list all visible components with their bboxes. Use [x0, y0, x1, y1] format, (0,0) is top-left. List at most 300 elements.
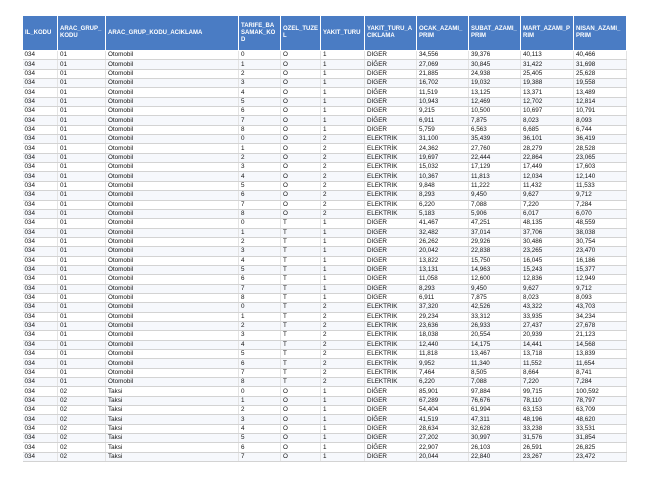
cell-ozel-tuzel[interactable]: O	[281, 135, 321, 144]
cell-ozel-tuzel[interactable]: T	[281, 247, 321, 256]
cell-subat-azami-prim[interactable]: 61,994	[469, 406, 521, 415]
cell-arac-grup-aciklama[interactable]: Otomobil	[106, 350, 239, 359]
cell-il-kodu[interactable]: 034	[23, 79, 58, 88]
cell-yakit-turu-aciklama[interactable]: ELEKTRİK	[365, 312, 417, 321]
cell-ozel-tuzel[interactable]: T	[281, 350, 321, 359]
cell-il-kodu[interactable]: 034	[23, 387, 58, 396]
cell-nisan-azami-prim[interactable]: 11,654	[574, 359, 627, 368]
cell-arac-grup-kodu[interactable]: 02	[58, 434, 106, 443]
header-arac-grup-kodu[interactable]: ARAC_GRUP_KODU	[58, 16, 106, 51]
cell-arac-grup-kodu[interactable]: 01	[58, 60, 106, 69]
cell-ocak-azami-prim[interactable]: 10,943	[417, 97, 469, 106]
cell-yakit-turu-aciklama[interactable]: DİĞER	[365, 228, 417, 237]
cell-subat-azami-prim[interactable]: 22,840	[469, 452, 521, 461]
cell-nisan-azami-prim[interactable]: 12,140	[574, 172, 627, 181]
cell-yakit-turu[interactable]: 2	[321, 153, 365, 162]
header-nisan-azami-prim[interactable]: NISAN_AZAMI_PRIM	[574, 16, 627, 51]
cell-yakit-turu[interactable]: 2	[321, 331, 365, 340]
cell-yakit-turu[interactable]: 2	[321, 144, 365, 153]
cell-ocak-azami-prim[interactable]: 6,220	[417, 200, 469, 209]
cell-arac-grup-aciklama[interactable]: Otomobil	[106, 340, 239, 349]
cell-nisan-azami-prim[interactable]: 63,709	[574, 406, 627, 415]
cell-subat-azami-prim[interactable]: 22,444	[469, 153, 521, 162]
cell-arac-grup-kodu[interactable]: 01	[58, 172, 106, 181]
cell-arac-grup-kodu[interactable]: 01	[58, 125, 106, 134]
cell-nisan-azami-prim[interactable]: 8,093	[574, 293, 627, 302]
cell-mart-azami-prim[interactable]: 19,388	[521, 79, 574, 88]
cell-yakit-turu-aciklama[interactable]: DİĞER	[365, 443, 417, 452]
cell-arac-grup-kodu[interactable]: 02	[58, 443, 106, 452]
cell-ocak-azami-prim[interactable]: 6,220	[417, 378, 469, 387]
cell-mart-azami-prim[interactable]: 8,664	[521, 368, 574, 377]
cell-yakit-turu[interactable]: 1	[321, 424, 365, 433]
cell-yakit-turu-aciklama[interactable]: ELEKTRİK	[365, 200, 417, 209]
header-mart-azami-prim[interactable]: MART_AZAMI_PRIM	[521, 16, 574, 51]
cell-arac-grup-aciklama[interactable]: Otomobil	[106, 135, 239, 144]
cell-mart-azami-prim[interactable]: 16,045	[521, 256, 574, 265]
cell-yakit-turu-aciklama[interactable]: DİĞER	[365, 424, 417, 433]
cell-ocak-azami-prim[interactable]: 11,058	[417, 275, 469, 284]
cell-nisan-azami-prim[interactable]: 31,854	[574, 434, 627, 443]
cell-il-kodu[interactable]: 034	[23, 340, 58, 349]
cell-ocak-azami-prim[interactable]: 8,293	[417, 191, 469, 200]
cell-arac-grup-kodu[interactable]: 01	[58, 265, 106, 274]
cell-ocak-azami-prim[interactable]: 28,634	[417, 424, 469, 433]
cell-tarife-basamak-kod[interactable]: 0	[239, 303, 281, 312]
cell-ozel-tuzel[interactable]: T	[281, 303, 321, 312]
cell-arac-grup-kodu[interactable]: 01	[58, 135, 106, 144]
cell-il-kodu[interactable]: 034	[23, 163, 58, 172]
cell-il-kodu[interactable]: 034	[23, 172, 58, 181]
cell-subat-azami-prim[interactable]: 19,032	[469, 79, 521, 88]
cell-mart-azami-prim[interactable]: 23,265	[521, 247, 574, 256]
cell-il-kodu[interactable]: 034	[23, 181, 58, 190]
cell-arac-grup-aciklama[interactable]: Otomobil	[106, 97, 239, 106]
cell-yakit-turu-aciklama[interactable]: ELEKTRİK	[365, 209, 417, 218]
cell-arac-grup-kodu[interactable]: 01	[58, 303, 106, 312]
cell-mart-azami-prim[interactable]: 12,836	[521, 275, 574, 284]
cell-arac-grup-kodu[interactable]: 01	[58, 312, 106, 321]
cell-tarife-basamak-kod[interactable]: 7	[239, 284, 281, 293]
cell-mart-azami-prim[interactable]: 15,243	[521, 265, 574, 274]
cell-nisan-azami-prim[interactable]: 34,234	[574, 312, 627, 321]
cell-ocak-azami-prim[interactable]: 54,404	[417, 406, 469, 415]
cell-ozel-tuzel[interactable]: O	[281, 144, 321, 153]
cell-ozel-tuzel[interactable]: T	[281, 284, 321, 293]
cell-yakit-turu-aciklama[interactable]: DİĞER	[365, 116, 417, 125]
cell-il-kodu[interactable]: 034	[23, 51, 58, 60]
cell-nisan-azami-prim[interactable]: 27,678	[574, 321, 627, 330]
cell-arac-grup-aciklama[interactable]: Taksi	[106, 452, 239, 461]
cell-tarife-basamak-kod[interactable]: 5	[239, 265, 281, 274]
cell-arac-grup-kodu[interactable]: 01	[58, 144, 106, 153]
cell-subat-azami-prim[interactable]: 29,926	[469, 237, 521, 246]
cell-subat-azami-prim[interactable]: 10,500	[469, 107, 521, 116]
cell-subat-azami-prim[interactable]: 11,222	[469, 181, 521, 190]
cell-mart-azami-prim[interactable]: 36,101	[521, 135, 574, 144]
cell-arac-grup-kodu[interactable]: 01	[58, 79, 106, 88]
cell-arac-grup-aciklama[interactable]: Otomobil	[106, 284, 239, 293]
cell-ozel-tuzel[interactable]: T	[281, 237, 321, 246]
cell-yakit-turu[interactable]: 1	[321, 107, 365, 116]
cell-ocak-azami-prim[interactable]: 32,482	[417, 228, 469, 237]
cell-arac-grup-aciklama[interactable]: Otomobil	[106, 51, 239, 60]
cell-ozel-tuzel[interactable]: O	[281, 163, 321, 172]
cell-il-kodu[interactable]: 034	[23, 424, 58, 433]
cell-subat-azami-prim[interactable]: 22,838	[469, 247, 521, 256]
cell-mart-azami-prim[interactable]: 6,685	[521, 125, 574, 134]
cell-subat-azami-prim[interactable]: 13,125	[469, 88, 521, 97]
cell-yakit-turu-aciklama[interactable]: DİĞER	[365, 406, 417, 415]
cell-nisan-azami-prim[interactable]: 43,703	[574, 303, 627, 312]
cell-mart-azami-prim[interactable]: 33,238	[521, 424, 574, 433]
cell-ozel-tuzel[interactable]: O	[281, 209, 321, 218]
cell-yakit-turu-aciklama[interactable]: DİĞER	[365, 265, 417, 274]
cell-yakit-turu-aciklama[interactable]: ELEKTRİK	[365, 368, 417, 377]
cell-tarife-basamak-kod[interactable]: 0	[239, 135, 281, 144]
cell-subat-azami-prim[interactable]: 26,103	[469, 443, 521, 452]
cell-arac-grup-kodu[interactable]: 01	[58, 256, 106, 265]
cell-ozel-tuzel[interactable]: O	[281, 153, 321, 162]
cell-yakit-turu-aciklama[interactable]: DİĞER	[365, 237, 417, 246]
cell-yakit-turu-aciklama[interactable]: ELEKTRİK	[365, 191, 417, 200]
cell-ozel-tuzel[interactable]: O	[281, 452, 321, 461]
cell-ozel-tuzel[interactable]: O	[281, 387, 321, 396]
cell-tarife-basamak-kod[interactable]: 6	[239, 191, 281, 200]
cell-subat-azami-prim[interactable]: 24,938	[469, 69, 521, 78]
cell-ozel-tuzel[interactable]: T	[281, 312, 321, 321]
cell-yakit-turu[interactable]: 1	[321, 237, 365, 246]
cell-nisan-azami-prim[interactable]: 48,620	[574, 415, 627, 424]
cell-il-kodu[interactable]: 034	[23, 350, 58, 359]
cell-nisan-azami-prim[interactable]: 9,712	[574, 284, 627, 293]
cell-yakit-turu-aciklama[interactable]: DİĞER	[365, 293, 417, 302]
cell-subat-azami-prim[interactable]: 8,505	[469, 368, 521, 377]
cell-ocak-azami-prim[interactable]: 5,183	[417, 209, 469, 218]
cell-il-kodu[interactable]: 034	[23, 144, 58, 153]
cell-tarife-basamak-kod[interactable]: 6	[239, 107, 281, 116]
cell-nisan-azami-prim[interactable]: 28,528	[574, 144, 627, 153]
cell-arac-grup-aciklama[interactable]: Taksi	[106, 396, 239, 405]
cell-arac-grup-kodu[interactable]: 01	[58, 359, 106, 368]
cell-yakit-turu-aciklama[interactable]: DİĞER	[365, 396, 417, 405]
cell-nisan-azami-prim[interactable]: 8,093	[574, 116, 627, 125]
cell-arac-grup-aciklama[interactable]: Otomobil	[106, 163, 239, 172]
cell-yakit-turu-aciklama[interactable]: DİĞER	[365, 60, 417, 69]
cell-ocak-azami-prim[interactable]: 34,556	[417, 51, 469, 60]
cell-nisan-azami-prim[interactable]: 13,839	[574, 350, 627, 359]
cell-arac-grup-aciklama[interactable]: Otomobil	[106, 237, 239, 246]
cell-arac-grup-aciklama[interactable]: Otomobil	[106, 200, 239, 209]
cell-il-kodu[interactable]: 034	[23, 107, 58, 116]
cell-ocak-azami-prim[interactable]: 9,215	[417, 107, 469, 116]
cell-ozel-tuzel[interactable]: T	[281, 219, 321, 228]
cell-yakit-turu-aciklama[interactable]: DİĞER	[365, 247, 417, 256]
cell-arac-grup-kodu[interactable]: 01	[58, 153, 106, 162]
cell-subat-azami-prim[interactable]: 32,628	[469, 424, 521, 433]
cell-mart-azami-prim[interactable]: 48,135	[521, 219, 574, 228]
cell-tarife-basamak-kod[interactable]: 5	[239, 350, 281, 359]
cell-nisan-azami-prim[interactable]: 17,603	[574, 163, 627, 172]
cell-subat-azami-prim[interactable]: 37,014	[469, 228, 521, 237]
cell-arac-grup-aciklama[interactable]: Otomobil	[106, 378, 239, 387]
cell-arac-grup-aciklama[interactable]: Otomobil	[106, 79, 239, 88]
cell-yakit-turu-aciklama[interactable]: DİĞER	[365, 256, 417, 265]
cell-yakit-turu[interactable]: 2	[321, 378, 365, 387]
cell-yakit-turu[interactable]: 2	[321, 200, 365, 209]
cell-il-kodu[interactable]: 034	[23, 378, 58, 387]
cell-mart-azami-prim[interactable]: 13,371	[521, 88, 574, 97]
cell-yakit-turu[interactable]: 1	[321, 51, 365, 60]
cell-arac-grup-aciklama[interactable]: Taksi	[106, 434, 239, 443]
cell-ocak-azami-prim[interactable]: 41,467	[417, 219, 469, 228]
cell-subat-azami-prim[interactable]: 76,676	[469, 396, 521, 405]
cell-arac-grup-kodu[interactable]: 02	[58, 452, 106, 461]
cell-arac-grup-kodu[interactable]: 01	[58, 378, 106, 387]
cell-ocak-azami-prim[interactable]: 37,320	[417, 303, 469, 312]
cell-nisan-azami-prim[interactable]: 100,592	[574, 387, 627, 396]
cell-arac-grup-kodu[interactable]: 01	[58, 321, 106, 330]
cell-mart-azami-prim[interactable]: 33,935	[521, 312, 574, 321]
cell-nisan-azami-prim[interactable]: 48,559	[574, 219, 627, 228]
cell-tarife-basamak-kod[interactable]: 8	[239, 125, 281, 134]
cell-mart-azami-prim[interactable]: 31,422	[521, 60, 574, 69]
cell-arac-grup-kodu[interactable]: 01	[58, 368, 106, 377]
cell-mart-azami-prim[interactable]: 13,718	[521, 350, 574, 359]
cell-yakit-turu[interactable]: 1	[321, 443, 365, 452]
cell-il-kodu[interactable]: 034	[23, 434, 58, 443]
cell-subat-azami-prim[interactable]: 7,088	[469, 200, 521, 209]
cell-il-kodu[interactable]: 034	[23, 415, 58, 424]
header-ocak-azami-prim[interactable]: OCAK_AZAMI_PRIM	[417, 16, 469, 51]
cell-yakit-turu[interactable]: 1	[321, 79, 365, 88]
cell-yakit-turu[interactable]: 1	[321, 60, 365, 69]
cell-yakit-turu[interactable]: 1	[321, 293, 365, 302]
cell-yakit-turu-aciklama[interactable]: ELEKTRİK	[365, 331, 417, 340]
cell-ozel-tuzel[interactable]: O	[281, 88, 321, 97]
cell-mart-azami-prim[interactable]: 11,552	[521, 359, 574, 368]
cell-tarife-basamak-kod[interactable]: 1	[239, 396, 281, 405]
cell-il-kodu[interactable]: 034	[23, 331, 58, 340]
cell-mart-azami-prim[interactable]: 63,153	[521, 406, 574, 415]
cell-ozel-tuzel[interactable]: O	[281, 424, 321, 433]
header-yakit-turu-aciklama[interactable]: YAKIT_TURU_ACIKLAMA	[365, 16, 417, 51]
cell-mart-azami-prim[interactable]: 8,023	[521, 116, 574, 125]
cell-il-kodu[interactable]: 034	[23, 228, 58, 237]
cell-yakit-turu[interactable]: 2	[321, 368, 365, 377]
cell-ocak-azami-prim[interactable]: 15,032	[417, 163, 469, 172]
cell-ocak-azami-prim[interactable]: 16,702	[417, 79, 469, 88]
cell-ozel-tuzel[interactable]: T	[281, 331, 321, 340]
cell-arac-grup-aciklama[interactable]: Otomobil	[106, 303, 239, 312]
cell-ozel-tuzel[interactable]: O	[281, 181, 321, 190]
cell-arac-grup-aciklama[interactable]: Otomobil	[106, 331, 239, 340]
cell-tarife-basamak-kod[interactable]: 2	[239, 406, 281, 415]
cell-arac-grup-aciklama[interactable]: Otomobil	[106, 153, 239, 162]
cell-subat-azami-prim[interactable]: 27,760	[469, 144, 521, 153]
cell-yakit-turu[interactable]: 1	[321, 219, 365, 228]
cell-yakit-turu[interactable]: 2	[321, 303, 365, 312]
cell-subat-azami-prim[interactable]: 9,450	[469, 191, 521, 200]
cell-ocak-azami-prim[interactable]: 9,952	[417, 359, 469, 368]
cell-yakit-turu[interactable]: 1	[321, 284, 365, 293]
cell-arac-grup-kodu[interactable]: 01	[58, 350, 106, 359]
cell-yakit-turu[interactable]: 1	[321, 387, 365, 396]
cell-nisan-azami-prim[interactable]: 23,065	[574, 153, 627, 162]
cell-yakit-turu-aciklama[interactable]: DİĞER	[365, 275, 417, 284]
cell-ocak-azami-prim[interactable]: 9,848	[417, 181, 469, 190]
cell-il-kodu[interactable]: 034	[23, 303, 58, 312]
cell-tarife-basamak-kod[interactable]: 4	[239, 88, 281, 97]
cell-il-kodu[interactable]: 034	[23, 275, 58, 284]
cell-mart-azami-prim[interactable]: 48,196	[521, 415, 574, 424]
cell-ocak-azami-prim[interactable]: 8,293	[417, 284, 469, 293]
cell-il-kodu[interactable]: 034	[23, 293, 58, 302]
cell-mart-azami-prim[interactable]: 10,697	[521, 107, 574, 116]
cell-yakit-turu-aciklama[interactable]: ELEKTRİK	[365, 321, 417, 330]
cell-nisan-azami-prim[interactable]: 38,038	[574, 228, 627, 237]
cell-il-kodu[interactable]: 034	[23, 247, 58, 256]
cell-il-kodu[interactable]: 034	[23, 69, 58, 78]
cell-nisan-azami-prim[interactable]: 9,712	[574, 191, 627, 200]
cell-ocak-azami-prim[interactable]: 6,911	[417, 116, 469, 125]
cell-ocak-azami-prim[interactable]: 24,362	[417, 144, 469, 153]
cell-arac-grup-aciklama[interactable]: Otomobil	[106, 265, 239, 274]
cell-subat-azami-prim[interactable]: 39,376	[469, 51, 521, 60]
cell-nisan-azami-prim[interactable]: 19,558	[574, 79, 627, 88]
cell-tarife-basamak-kod[interactable]: 0	[239, 387, 281, 396]
cell-mart-azami-prim[interactable]: 28,279	[521, 144, 574, 153]
cell-arac-grup-kodu[interactable]: 01	[58, 163, 106, 172]
cell-yakit-turu[interactable]: 1	[321, 434, 365, 443]
cell-yakit-turu-aciklama[interactable]: DİĞER	[365, 219, 417, 228]
cell-il-kodu[interactable]: 034	[23, 312, 58, 321]
cell-il-kodu[interactable]: 034	[23, 321, 58, 330]
cell-yakit-turu[interactable]: 1	[321, 275, 365, 284]
cell-arac-grup-kodu[interactable]: 01	[58, 340, 106, 349]
cell-il-kodu[interactable]: 034	[23, 219, 58, 228]
cell-tarife-basamak-kod[interactable]: 1	[239, 60, 281, 69]
cell-tarife-basamak-kod[interactable]: 1	[239, 144, 281, 153]
cell-yakit-turu-aciklama[interactable]: DİĞER	[365, 79, 417, 88]
cell-subat-azami-prim[interactable]: 13,467	[469, 350, 521, 359]
cell-nisan-azami-prim[interactable]: 14,568	[574, 340, 627, 349]
cell-il-kodu[interactable]: 034	[23, 200, 58, 209]
cell-ocak-azami-prim[interactable]: 41,519	[417, 415, 469, 424]
cell-ocak-azami-prim[interactable]: 67,289	[417, 396, 469, 405]
cell-ocak-azami-prim[interactable]: 29,234	[417, 312, 469, 321]
cell-mart-azami-prim[interactable]: 99,715	[521, 387, 574, 396]
cell-subat-azami-prim[interactable]: 7,088	[469, 378, 521, 387]
cell-ocak-azami-prim[interactable]: 22,907	[417, 443, 469, 452]
cell-ocak-azami-prim[interactable]: 12,440	[417, 340, 469, 349]
cell-yakit-turu[interactable]: 2	[321, 209, 365, 218]
cell-il-kodu[interactable]: 034	[23, 406, 58, 415]
cell-subat-azami-prim[interactable]: 30,845	[469, 60, 521, 69]
cell-arac-grup-aciklama[interactable]: Taksi	[106, 424, 239, 433]
cell-il-kodu[interactable]: 034	[23, 88, 58, 97]
cell-arac-grup-aciklama[interactable]: Otomobil	[106, 228, 239, 237]
cell-arac-grup-kodu[interactable]: 01	[58, 51, 106, 60]
cell-arac-grup-aciklama[interactable]: Otomobil	[106, 144, 239, 153]
cell-yakit-turu-aciklama[interactable]: DİĞER	[365, 97, 417, 106]
cell-nisan-azami-prim[interactable]: 11,533	[574, 181, 627, 190]
cell-mart-azami-prim[interactable]: 9,627	[521, 284, 574, 293]
cell-mart-azami-prim[interactable]: 25,405	[521, 69, 574, 78]
cell-arac-grup-kodu[interactable]: 01	[58, 237, 106, 246]
cell-nisan-azami-prim[interactable]: 12,949	[574, 275, 627, 284]
cell-mart-azami-prim[interactable]: 7,220	[521, 378, 574, 387]
cell-arac-grup-aciklama[interactable]: Otomobil	[106, 368, 239, 377]
cell-ozel-tuzel[interactable]: O	[281, 125, 321, 134]
cell-ozel-tuzel[interactable]: O	[281, 191, 321, 200]
cell-arac-grup-kodu[interactable]: 02	[58, 424, 106, 433]
cell-mart-azami-prim[interactable]: 40,113	[521, 51, 574, 60]
cell-mart-azami-prim[interactable]: 6,017	[521, 209, 574, 218]
cell-arac-grup-kodu[interactable]: 01	[58, 275, 106, 284]
header-arac-grup-kodu-aciklama[interactable]: ARAC_GRUP_KODU_ACIKLAMA	[106, 16, 239, 51]
cell-tarife-basamak-kod[interactable]: 8	[239, 293, 281, 302]
cell-il-kodu[interactable]: 034	[23, 60, 58, 69]
cell-arac-grup-kodu[interactable]: 01	[58, 191, 106, 200]
cell-ozel-tuzel[interactable]: O	[281, 116, 321, 125]
cell-yakit-turu-aciklama[interactable]: DİĞER	[365, 88, 417, 97]
cell-subat-azami-prim[interactable]: 33,312	[469, 312, 521, 321]
cell-nisan-azami-prim[interactable]: 15,377	[574, 265, 627, 274]
cell-ozel-tuzel[interactable]: O	[281, 97, 321, 106]
cell-ozel-tuzel[interactable]: O	[281, 172, 321, 181]
cell-il-kodu[interactable]: 034	[23, 237, 58, 246]
cell-subat-azami-prim[interactable]: 35,439	[469, 135, 521, 144]
cell-tarife-basamak-kod[interactable]: 0	[239, 51, 281, 60]
cell-tarife-basamak-kod[interactable]: 3	[239, 79, 281, 88]
cell-il-kodu[interactable]: 034	[23, 256, 58, 265]
cell-ocak-azami-prim[interactable]: 27,069	[417, 60, 469, 69]
cell-mart-azami-prim[interactable]: 43,322	[521, 303, 574, 312]
cell-arac-grup-kodu[interactable]: 01	[58, 209, 106, 218]
cell-mart-azami-prim[interactable]: 23,267	[521, 452, 574, 461]
cell-ozel-tuzel[interactable]: T	[281, 275, 321, 284]
cell-yakit-turu-aciklama[interactable]: ELEKTRİK	[365, 172, 417, 181]
cell-arac-grup-aciklama[interactable]: Otomobil	[106, 88, 239, 97]
cell-mart-azami-prim[interactable]: 9,627	[521, 191, 574, 200]
cell-yakit-turu[interactable]: 2	[321, 321, 365, 330]
cell-ozel-tuzel[interactable]: O	[281, 396, 321, 405]
cell-yakit-turu[interactable]: 2	[321, 172, 365, 181]
cell-arac-grup-aciklama[interactable]: Otomobil	[106, 293, 239, 302]
cell-ocak-azami-prim[interactable]: 11,818	[417, 350, 469, 359]
cell-ozel-tuzel[interactable]: T	[281, 321, 321, 330]
cell-yakit-turu[interactable]: 1	[321, 452, 365, 461]
cell-tarife-basamak-kod[interactable]: 3	[239, 331, 281, 340]
cell-tarife-basamak-kod[interactable]: 1	[239, 228, 281, 237]
cell-tarife-basamak-kod[interactable]: 2	[239, 321, 281, 330]
cell-yakit-turu[interactable]: 1	[321, 265, 365, 274]
cell-subat-azami-prim[interactable]: 17,129	[469, 163, 521, 172]
cell-ozel-tuzel[interactable]: O	[281, 443, 321, 452]
cell-nisan-azami-prim[interactable]: 23,472	[574, 452, 627, 461]
cell-tarife-basamak-kod[interactable]: 8	[239, 378, 281, 387]
cell-ozel-tuzel[interactable]: T	[281, 265, 321, 274]
cell-nisan-azami-prim[interactable]: 6,070	[574, 209, 627, 218]
cell-ocak-azami-prim[interactable]: 5,759	[417, 125, 469, 134]
cell-subat-azami-prim[interactable]: 5,906	[469, 209, 521, 218]
cell-nisan-azami-prim[interactable]: 21,123	[574, 331, 627, 340]
cell-ocak-azami-prim[interactable]: 13,131	[417, 265, 469, 274]
cell-subat-azami-prim[interactable]: 12,600	[469, 275, 521, 284]
cell-yakit-turu-aciklama[interactable]: DİĞER	[365, 69, 417, 78]
cell-il-kodu[interactable]: 034	[23, 125, 58, 134]
